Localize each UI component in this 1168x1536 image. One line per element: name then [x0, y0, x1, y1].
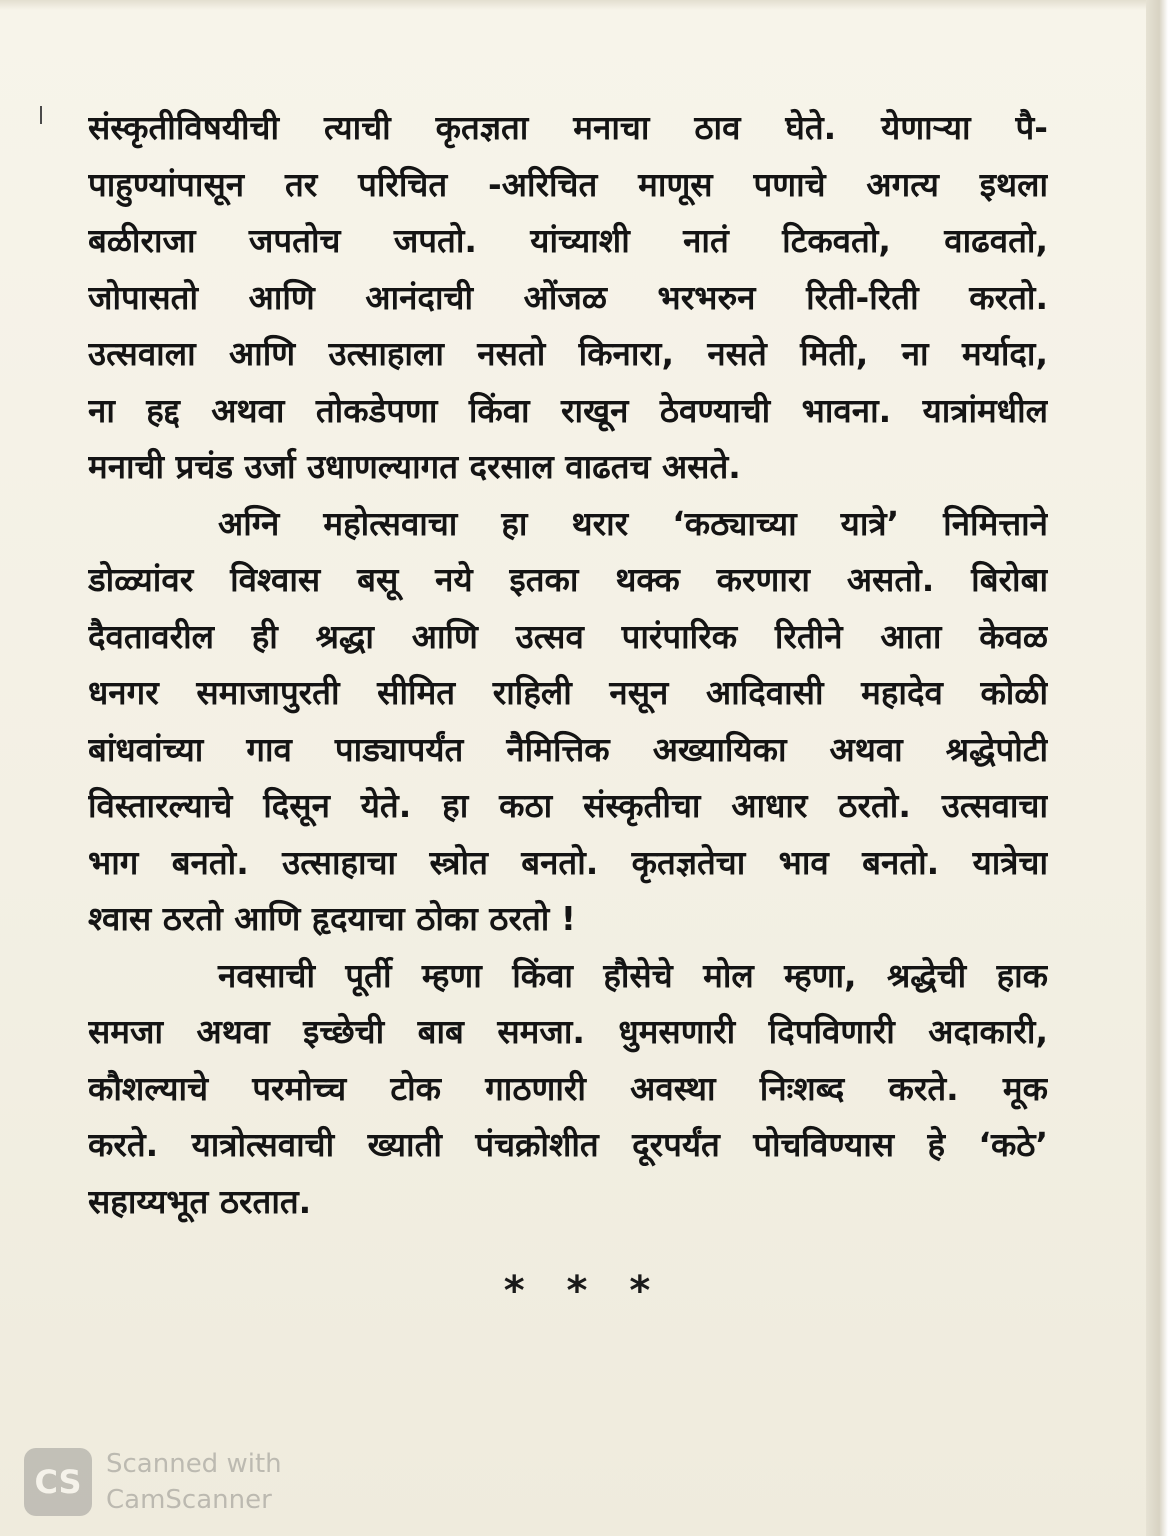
text-line: भाग बनतो. उत्साहाचा स्त्रोत बनतो. कृतज्ञतेचा भाव बनतो. यात्रेचा	[88, 842, 1048, 882]
text-line: विस्तारल्याचे दिसून येते. हा कठा संस्कृतीचा आधार ठरतो. उत्सवाचा	[88, 786, 1048, 825]
watermark-text	[106, 1446, 282, 1518]
text-line: समजा अथवा इच्छेची बाब समजा. धुमसणारी दिपविणारी अदाकारी,	[88, 1012, 1048, 1051]
section-separator: * * *	[503, 1268, 665, 1314]
body-text	[88, 100, 1048, 1230]
text-line: उत्सवाला आणि उत्साहाला नसतो किनारा, नसते मिती, ना मर्यादा,	[88, 334, 1048, 373]
page-top-shadow	[0, 0, 1168, 10]
text-line: संस्कृतीविषयीची त्याची कृतज्ञता मनाचा ठाव घेते. येणाऱ्या पै-	[88, 108, 1048, 147]
text-line: अग्नि महोत्सवाचा हा थरार ‘कठ्याच्या यात्रे’ निमित्ताने	[218, 503, 1048, 543]
text-line: ना हद्द अथवा तोकडेपणा किंवा राखून ठेवण्याची भावना. यात्रांमधील	[88, 390, 1048, 430]
text-line: श्वास ठरतो आणि हृदयाचा ठोका ठरतो !	[88, 899, 576, 938]
text-line: करते. यात्रोत्सवाची ख्याती पंचक्रोशीत दूरपर्यंत पोचविण्यास हे ‘कठे’	[88, 1125, 1048, 1164]
margin-mark	[40, 106, 42, 124]
text-line: सहाय्यभूत ठरतात.	[88, 1181, 312, 1221]
scanner-watermark	[24, 1442, 282, 1522]
text-line: पाहुण्यांपासून तर परिचित -अरिचित माणूस पणाचे अगत्य इथला	[88, 164, 1048, 204]
text-line: बांधवांच्या गाव पाड्यापर्यंत नैमित्तिक अख्यायिका अथवा श्रद्धेपोटी	[88, 729, 1048, 769]
text-line: नवसाची पूर्ती म्हणा किंवा हौसेचे मोल म्हणा, श्रद्धेची हाक	[218, 955, 1048, 995]
text-line: बळीराजा जपतोच जपतो. यांच्याशी नातं टिकवतो, वाढवतो,	[88, 221, 1048, 260]
text-line: डोळ्यांवर विश्वास बसू नये इतका थक्क करणारा असतो. बिरोबा	[88, 560, 1048, 599]
watermark-line-2: CamScanner	[106, 1485, 272, 1515]
text-line: मनाची प्रचंड उर्जा उधाणल्यागत दरसाल वाढतच असते.	[88, 447, 741, 486]
watermark-line-1: Scanned with	[106, 1449, 282, 1479]
text-line: दैवतावरील ही श्रद्धा आणि उत्सव पारंपारिक रितीने आता केवळ	[88, 616, 1048, 656]
camscanner-logo-icon: CS	[24, 1448, 92, 1516]
text-line: धनगर समाजापुरती सीमित राहिली नसून आदिवासी महादेव कोळी	[88, 673, 1048, 712]
text-line: जोपासतो आणि आनंदाची ओंजळ भरभरुन रिती-रिती करतो.	[88, 277, 1048, 317]
text-line: कौशल्याचे परमोच्च टोक गाठणारी अवस्था निःशब्द करते. मूक	[88, 1068, 1048, 1108]
